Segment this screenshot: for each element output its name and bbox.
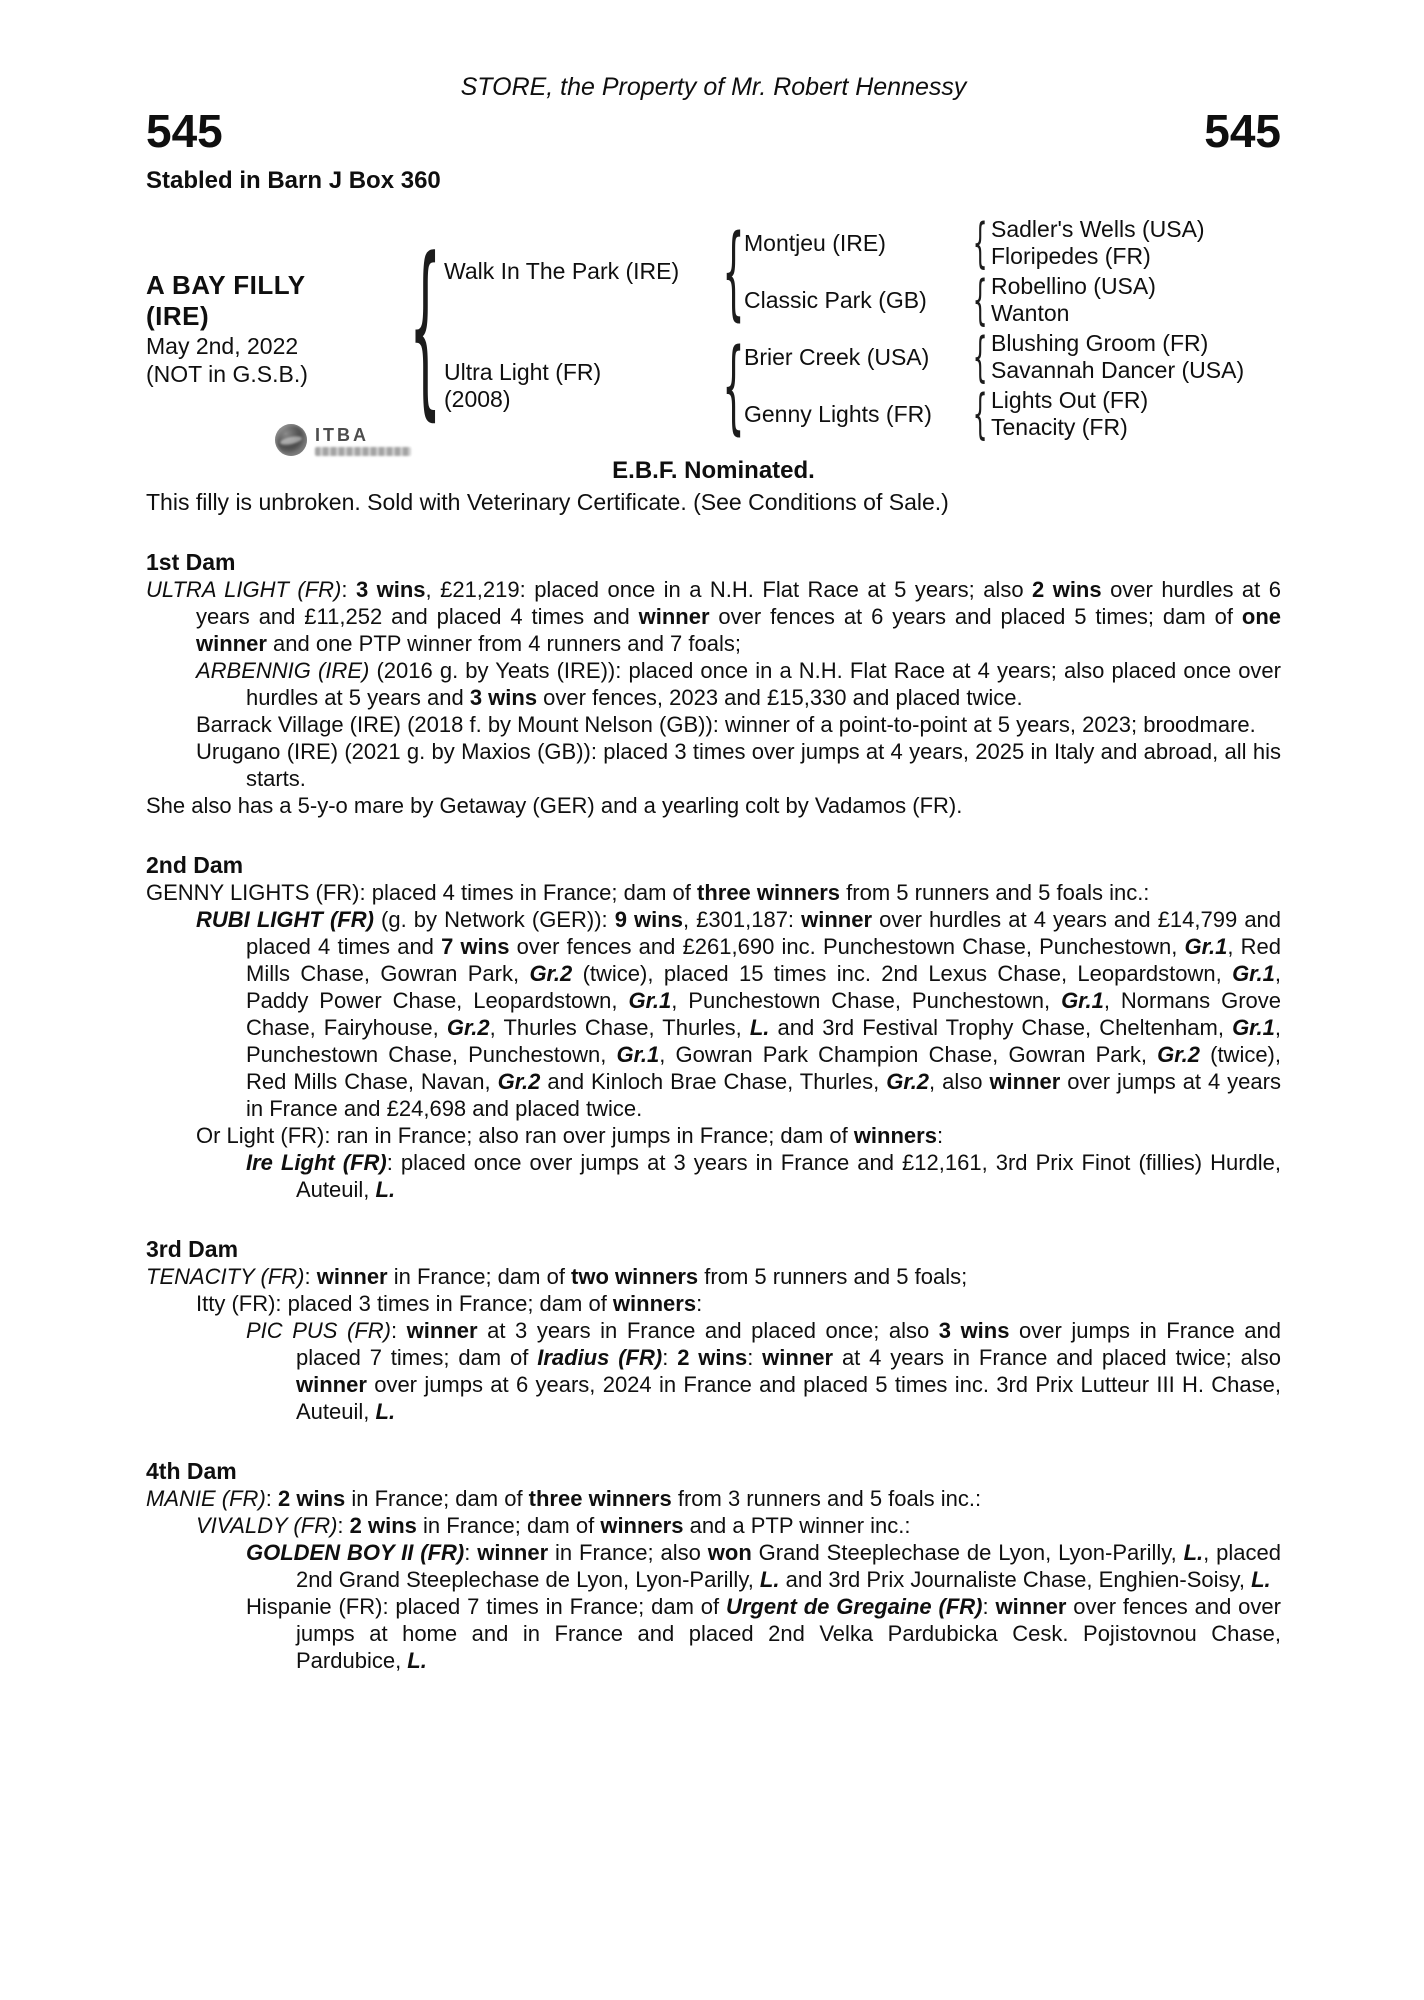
itba-logo-subtext [315,447,411,456]
text-segment: over fences and £261,690 inc. Punchestown Chase, Punchestown, [509,934,1185,959]
greatgrandparent-name: Floripedes (FR) [991,243,1151,269]
text-segment: , £21,219: placed once in a N.H. Flat Race at 5 years; also [425,577,1033,602]
text-segment: , Normans Grove Chase, Fairyhouse, [246,988,1281,1040]
text-segment: L. [375,1177,396,1202]
text-segment: over fences and over jumps at home and in France and placed 2nd Velka Pardubicka Cesk. Pojistovnou Chase, Pardubice, [296,1594,1281,1673]
greatgrandparent-column [991,387,1281,441]
grandparent-column [744,330,1281,441]
brace-small-icon [969,330,991,384]
text-segment: (g. by Network (GER)): [373,907,615,932]
pedigree-quarter [744,330,1281,384]
text-segment: : [982,1594,996,1619]
text-segment: 7 wins [441,934,510,959]
text-segment: Gr.1 [1184,934,1228,959]
pedigree-generations [444,216,1281,441]
text-segment: winner [762,1345,834,1370]
horse-gsb-note: (NOT in G.S.B.) [146,360,308,387]
dam-section-heading: 4th Dam [146,1458,237,1484]
text-segment: winner [296,1372,367,1397]
text-segment: 3 wins [938,1318,1010,1343]
text-segment: Gr.1 [1232,961,1275,986]
text-segment: : [341,577,356,602]
pedigree-quarter [744,273,1281,327]
brace-small-icon [969,387,991,441]
text-segment: Urugano (IRE) (2021 g. by Maxios (GB)): placed 3 times over jumps at 4 years, 2025 in Italy and abroad, all his starts. [196,739,1281,791]
text-segment: Or Light (FR): ran in France; also ran over jumps in France; dam of [196,1123,854,1148]
text-segment: L. [1183,1540,1204,1565]
pedigree-paragraph [146,879,1281,906]
itba-logo [275,424,411,456]
text-segment: PIC PUS (FR) [246,1318,391,1343]
text-segment: and a PTP winner inc.: [683,1513,911,1538]
dam-section-heading: 3rd Dam [146,1236,239,1262]
text-segment: L. [749,1015,770,1040]
text-segment: GOLDEN BOY II (FR) [246,1540,465,1565]
text-segment: ULTRA LIGHT (FR) [146,577,342,602]
text-segment: Ire Light (FR) [246,1150,387,1175]
text-segment: L. [375,1399,396,1424]
text-segment: : [662,1345,678,1370]
pedigree-paragraph [146,1539,1281,1593]
pedigree-paragraph [146,1512,1281,1539]
text-segment: winners [600,1513,684,1538]
text-segment: in France; dam of [345,1486,529,1511]
greatgrandparent-name: Robellino (USA) [991,273,1156,299]
text-segment: : [265,1486,278,1511]
text-segment: (twice), Red Mills Chase, Navan, [246,1042,1281,1094]
horse-info [146,270,406,388]
pedigree-paragraph [146,1290,1281,1317]
grandparent-name: Genny Lights (FR) [744,400,932,427]
ebf-nominated-line: E.B.F. Nominated. [612,457,815,484]
text-segment: : [936,1123,944,1148]
text-segment: TENACITY (FR) [146,1264,305,1289]
dam-section [146,852,1281,1203]
text-segment: and 3rd Prix Journaliste Chase, Enghien-Soisy, [779,1567,1252,1592]
text-segment: 2 wins [349,1513,417,1538]
text-segment: over jumps in France and placed 7 times; dam of [296,1318,1282,1370]
brace-medium-icon [722,218,744,326]
text-segment: one winner [196,604,1281,656]
greatgrandparent-column [991,273,1281,327]
grandparent-column [744,216,1281,327]
dam-section-heading: 2nd Dam [146,852,244,878]
text-segment: Gr.2 [1157,1042,1200,1067]
text-segment: , also [929,1069,990,1094]
sire-name [444,258,722,285]
text-segment: , £301,187: [682,907,802,932]
text-segment: and Kinloch Brae Chase, Thurles, [540,1069,887,1094]
text-segment: : [747,1345,763,1370]
text-segment: , Red Mills Chase, Gowran Park, [246,934,1282,986]
pedigree-paragraph [146,906,1281,1122]
text-segment: GENNY LIGHTS (FR): placed 4 times in France; dam of [146,880,697,905]
parent-name-label: Walk In The Park (IRE) [444,258,680,284]
text-segment: winner [638,604,710,629]
text-segment: Iradius (FR) [537,1345,663,1370]
dam-section-heading: 1st Dam [146,549,236,575]
text-segment: : [464,1540,478,1565]
parent-name-label: Ultra Light (FR) [444,358,602,385]
text-segment: 3 wins [469,685,538,710]
text-segment: Gr.1 [1061,988,1104,1013]
pedigree-sire-branch [444,216,1281,327]
text-segment: 2 wins [278,1486,346,1511]
itba-globe-icon [275,424,307,456]
pedigree-chart [146,216,1281,441]
pedigree-paragraph [146,711,1281,738]
horse-suffix: (IRE) [146,300,210,331]
text-segment: , Gowran Park Champion Chase, Gowran Park, [659,1042,1158,1067]
itba-logo-label: ITBA [315,425,369,445]
text-segment: : [391,1318,407,1343]
brace-medium-icon [722,332,744,440]
text-segment: Gr.1 [1232,1015,1275,1040]
text-segment: in France; dam of [416,1513,601,1538]
text-segment: Grand Steeplechase de Lyon, Lyon-Parilly, [751,1540,1184,1565]
text-segment: : placed once over jumps at 3 years in France and £12,161, 3rd Prix Finot (fillies) Hurdle, Auteuil, [296,1150,1281,1202]
text-segment: : [337,1513,350,1538]
text-segment: Hispanie (FR): placed 7 times in France; dam of [246,1594,726,1619]
text-segment: winner [989,1069,1061,1094]
text-segment: at 3 years in France and placed once; also [477,1318,939,1343]
text-segment: from 5 runners and 5 foals; [698,1264,968,1289]
text-segment: Urgent de Gregaine (FR) [725,1594,983,1619]
text-segment: Gr.2 [446,1015,490,1040]
text-segment: (2016 g. by Yeats (IRE)): placed once in a N.H. Flat Race at 4 years; also placed once over hurdles at 5 years and [246,658,1281,710]
pedigree-paragraph [146,1122,1281,1149]
text-segment: L. [407,1648,427,1673]
text-segment: , placed 2nd Grand Steeplechase de Lyon, Lyon-Parilly, [296,1540,1281,1592]
itba-logo-text [315,424,411,456]
text-segment: Gr.2 [497,1069,541,1094]
text-segment: over jumps at 6 years, 2024 in France and placed 5 times inc. 3rd Prix Lutteur III H. Chase, Auteuil, [296,1372,1281,1424]
page-content [146,0,1281,1674]
text-segment: (twice), placed 15 times inc. 2nd Lexus Chase, Leopardstown, [572,961,1233,986]
text-segment: Gr.1 [628,988,672,1013]
text-segment: over jumps at 4 years in France and £24,698 and placed twice. [246,1069,1281,1121]
text-segment: 2 wins [677,1345,748,1370]
pedigree-paragraph [146,792,1281,819]
text-segment: , Thurles Chase, Thurles, [489,1015,750,1040]
text-segment: and one PTP winner from 4 runners and 7 foals; [266,631,741,656]
text-segment: won [707,1540,752,1565]
greatgrandparent-name: Blushing Groom (FR) [991,330,1209,356]
text-segment: from 5 runners and 5 foals inc.: [840,880,1150,905]
brace-large-icon [406,219,444,439]
greatgrandparent-name: Savannah Dancer (USA) [991,357,1245,383]
text-segment: two winners [571,1264,699,1289]
text-segment: winners [612,1291,697,1316]
pedigree-paragraph [146,738,1281,792]
pedigree-quarter [744,216,1281,270]
text-segment: : [304,1264,317,1289]
text-segment: Gr.2 [886,1069,930,1094]
text-segment: , Paddy Power Chase, Leopardstown, [246,961,1281,1013]
brace-small-icon [969,216,991,270]
text-segment: winner [995,1594,1067,1619]
greatgrandparent-column [991,216,1281,270]
lot-number-right: 545 [1204,105,1281,157]
text-segment: Gr.2 [529,961,573,986]
text-segment: winner [406,1318,478,1343]
grandparent-name: Classic Park (GB) [744,286,927,313]
text-segment: VIVALDY (FR) [196,1513,338,1538]
lot-number-row [146,106,1281,156]
text-segment: over hurdles at 6 years and £11,252 and placed 4 times and [196,577,1281,629]
text-segment: 3 wins [355,577,426,602]
pedigree-paragraph [146,1149,1281,1203]
lot-number-left: 545 [146,105,223,157]
pedigree-paragraph [146,1317,1281,1425]
text-segment: Barrack Village (IRE) (2018 f. by Mount Nelson (GB)): winner of a point-to-point at 5 years, 2023; broodmare. [196,712,1256,737]
text-segment: over fences, 2023 and £15,330 and placed twice. [537,685,1023,710]
grandparent-name: Brier Creek (USA) [744,343,930,370]
text-segment: Gr.1 [616,1042,660,1067]
brace-small-icon [969,273,991,327]
pedigree-dam-branch [444,330,1281,441]
text-segment: in France; also [548,1540,708,1565]
text-segment: three winners [697,880,841,905]
text-segment: and 3rd Festival Trophy Chase, Cheltenham, [769,1015,1233,1040]
text-segment: winner [801,907,873,932]
horse-name: A BAY FILLY [146,269,306,300]
parent-note-label: (2008) [444,385,511,412]
text-segment: in France; dam of [387,1264,572,1289]
greatgrandparent-column [991,330,1281,384]
stabled-line: Stabled in Barn J Box 360 [146,167,441,194]
text-segment: L. [1251,1567,1271,1592]
pedigree-paragraph [146,576,1281,657]
pedigree-quarter [744,387,1281,441]
conditions-line: This filly is unbroken. Sold with Veterinary Certificate. (See Conditions of Sale.) [146,489,949,515]
text-segment: L. [759,1567,780,1592]
text-segment: She also has a 5-y-o mare by Getaway (GER) and a yearling colt by Vadamos (FR). [146,793,963,818]
pedigree-paragraph [146,1485,1281,1512]
dam-section [146,1236,1281,1425]
text-segment: MANIE (FR) [146,1486,266,1511]
text-segment: from 3 runners and 5 foals inc.: [671,1486,982,1511]
text-segment: 2 wins [1032,577,1102,602]
greatgrandparent-name: Tenacity (FR) [991,414,1128,440]
text-segment: winners [853,1123,937,1148]
text-segment: , Punchestown Chase, Punchestown, [671,988,1062,1013]
text-segment: : [696,1291,703,1316]
text-segment: RUBI LIGHT (FR) [196,907,374,932]
pedigree-paragraph [146,1593,1281,1674]
dam-section [146,549,1281,819]
page-title: STORE, the Property of Mr. Robert Hennessy [460,73,967,101]
text-segment: winner [477,1540,549,1565]
grandparent-name: Montjeu (IRE) [744,229,886,256]
text-segment: over fences at 6 years and placed 5 times; dam of [709,604,1242,629]
text-segment: over hurdles at 4 years and £14,799 and placed 4 times and [246,907,1282,959]
dam-sections [146,549,1281,1674]
greatgrandparent-name: Lights Out (FR) [991,387,1149,413]
text-segment: , Punchestown Chase, Punchestown, [246,1015,1281,1067]
dam-name [444,359,722,413]
text-segment: at 4 years in France and placed twice; also [833,1345,1281,1370]
horse-foaling-date: May 2nd, 2022 [146,332,299,359]
text-segment: winner [316,1264,388,1289]
text-segment: Itty (FR): placed 3 times in France; dam of [196,1291,613,1316]
pedigree-paragraph [146,657,1281,711]
dam-section [146,1458,1281,1674]
text-segment: three winners [528,1486,672,1511]
text-segment: ARBENNIG (IRE) [196,658,370,683]
pedigree-paragraph [146,1263,1281,1290]
greatgrandparent-name: Wanton [991,300,1070,326]
text-segment: 9 wins [614,907,683,932]
greatgrandparent-name: Sadler's Wells (USA) [991,216,1205,242]
